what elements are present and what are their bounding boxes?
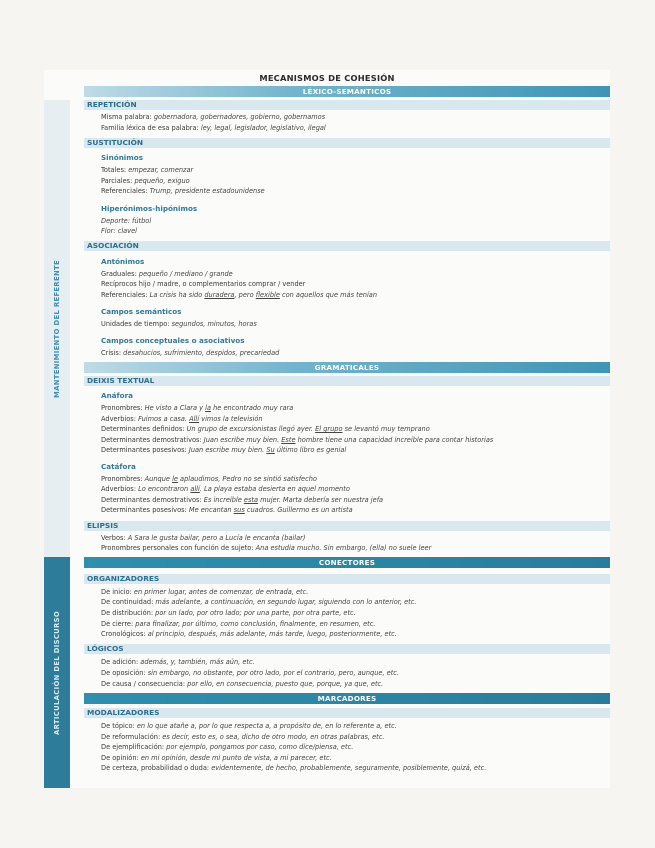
subheading-campos-semanticos: Campos semánticos <box>101 307 182 317</box>
sidebar-articulacion-discurso <box>44 557 70 788</box>
line-referenciales-sinonimos: Referenciales: Trump, presidente estadounidense <box>101 187 265 196</box>
line-deporte: Deporte: fútbol <box>101 216 152 225</box>
line-totales: Totales: empezar, comenzar <box>101 166 194 175</box>
line-anafora-posesivos: Determinantes posesivos: Juan escribe muy bien. Su último libro es genial <box>101 446 347 455</box>
sidebar-label-referente: MANTENIMIENTO DEL REFERENTE <box>53 259 61 398</box>
section-sustitucion: SUSTITUCIÓN <box>84 138 610 148</box>
band-gramaticales: GRAMATICALES <box>84 362 610 373</box>
line-de-cierre: De cierre: para finalizar, por último, como conclusión, finalmente, en resumen, etc. <box>101 619 376 628</box>
line-catafora-adverbios: Adverbios: Lo encontraron allí. La playa estaba desierta en aquel momento <box>101 485 350 494</box>
line-cronologicos: Cronológicos: al principio, después, más adelante, más tarde, luego, posteriormente, etc. <box>101 630 397 639</box>
line-de-adicion: De adición: además, y, también, más aún, etc. <box>101 658 255 667</box>
section-asociacion: ASOCIACIÓN <box>84 241 610 251</box>
line-anafora-pronombres: Pronombres: He visto a Clara y la he encontrado muy rara <box>101 404 294 412</box>
line-catafora-posesivos: Determinantes posesivos: Me encantan sus cuadros. Guillermo es un artista <box>101 506 353 515</box>
line-de-topico: De tópico: en lo que atañe a, por lo que respecta a, a propósito de, en lo referente a, etc. <box>101 722 397 730</box>
line-familia-lexica: Familia léxica de esa palabra: ley, legal, legislador, legislativo, ilegal <box>101 123 326 132</box>
band-lexico-semanticos: LÉXICO-SEMÁNTICOS <box>84 86 610 97</box>
subheading-anafora: Anáfora <box>101 391 133 401</box>
subheading-campos-conceptuales: Campos conceptuales o asociativos <box>101 335 245 345</box>
line-de-opinion: De opinión: en mi opinión, desde mi punto de vista, a mi parecer, etc. <box>101 753 332 762</box>
line-de-continuidad: De continuidad: más adelante, a continuación, en segundo lugar, siguiendo con lo anterior, etc. <box>101 598 417 607</box>
line-de-inicio: De inicio: en primer lugar, antes de comenzar, de entrada, etc. <box>101 587 309 596</box>
section-deixis-textual: DEIXIS TEXTUAL <box>84 376 610 386</box>
line-de-distribucion: De distribución: por un lado, por otro lado; por una parte, por otra parte, etc. <box>101 608 356 617</box>
document-title: MECANISMOS DE COHESIÓN <box>259 73 395 83</box>
line-anafora-adverbios: Adverbios: Fuimos a casa. Allí vimos la televisión <box>101 414 263 423</box>
sidebar-mantenimiento-referente <box>44 100 70 557</box>
line-graduales: Graduales: pequeño / mediano / grande <box>101 269 233 278</box>
line-anafora-definidos: Determinantes definidos: Un grupo de excursionistas llegó ayer. El grupo se levantó muy temprano <box>101 425 430 434</box>
line-catafora-pronombres: Pronombres: Aunque le aplaudimos, Pedro no se sintió satisfecho <box>101 474 317 483</box>
line-referenciales-antonimos: Referenciales: La crisis ha sido duradera, pero flexible con aquellos que más tenían <box>101 290 377 299</box>
line-misma-palabra: Misma palabra: gobernadora, gobernadores, gobierno, gobernamos <box>101 113 326 122</box>
sidebar-label-discurso: ARTICULACIÓN DEL DISCURSO <box>53 610 62 735</box>
band-conectores: CONECTORES <box>84 557 610 568</box>
section-organizadores: ORGANIZADORES <box>84 574 610 584</box>
line-flor: Flor: clavel <box>101 227 137 236</box>
band-marcadores: MARCADORES <box>84 693 610 704</box>
subheading-antonimos: Antónimos <box>101 256 145 266</box>
line-crisis: Crisis: desahucios, sufrimiento, despidos, precariedad <box>101 348 280 357</box>
line-elipsis-verbos: Verbos: A Sara le gusta bailar, pero a Lucía le encanta (bailar) <box>101 533 306 542</box>
line-de-oposicion: De oposición: sin embargo, no obstante, por otro lado, por el contrario, pero, aunque, etc. <box>101 669 400 677</box>
line-unidades-tiempo: Unidades de tiempo: segundos, minutos, horas <box>101 320 257 329</box>
line-de-ejemplificacion: De ejemplificación: por ejemplo, pongamos por caso, como dice/piensa, etc. <box>101 743 354 752</box>
line-parciales: Parciales: pequeño, exiguo <box>101 176 190 185</box>
subheading-sinonimos: Sinónimos <box>101 153 143 163</box>
line-elipsis-pronombres: Pronombres personales con función de sujeto: Ana estudia mucho. Sin embargo, (ella) no suele leer <box>101 544 432 553</box>
line-de-causa: De causa / consecuencia: por ello, en consecuencia, puesto que, porque, ya que, etc. <box>101 679 384 688</box>
line-de-reformulacion: De reformulación: es decir, esto es, o sea, dicho de otro modo, en otras palabras, etc. <box>101 732 385 741</box>
subheading-catafora: Catáfora <box>101 461 136 471</box>
subheading-hiperonimos: Hiperónimos-hipónimos <box>101 203 198 213</box>
line-de-certeza: De certeza, probabilidad o duda: evidentemente, de hecho, probablemente, seguramente, posiblemente, quizá, etc. <box>101 764 487 773</box>
section-modalizadores: MODALIZADORES <box>84 708 610 718</box>
section-elipsis: ELIPSIS <box>84 521 610 531</box>
line-anafora-demostrativos: Determinantes demostrativos: Juan escribe muy bien. Este hombre tiene una capacidad increíble para contar historias <box>101 435 494 444</box>
section-repeticion: REPETICIÓN <box>84 100 610 110</box>
line-reciprocos: Recíprocos hijo / madre, o complementarios comprar / vender <box>101 280 306 289</box>
section-logicos: LÓGICOS <box>84 644 610 654</box>
line-catafora-demostrativos: Determinantes demostrativos: Es increíble esta mujer. Marta debería ser nuestra jefa <box>101 495 384 504</box>
